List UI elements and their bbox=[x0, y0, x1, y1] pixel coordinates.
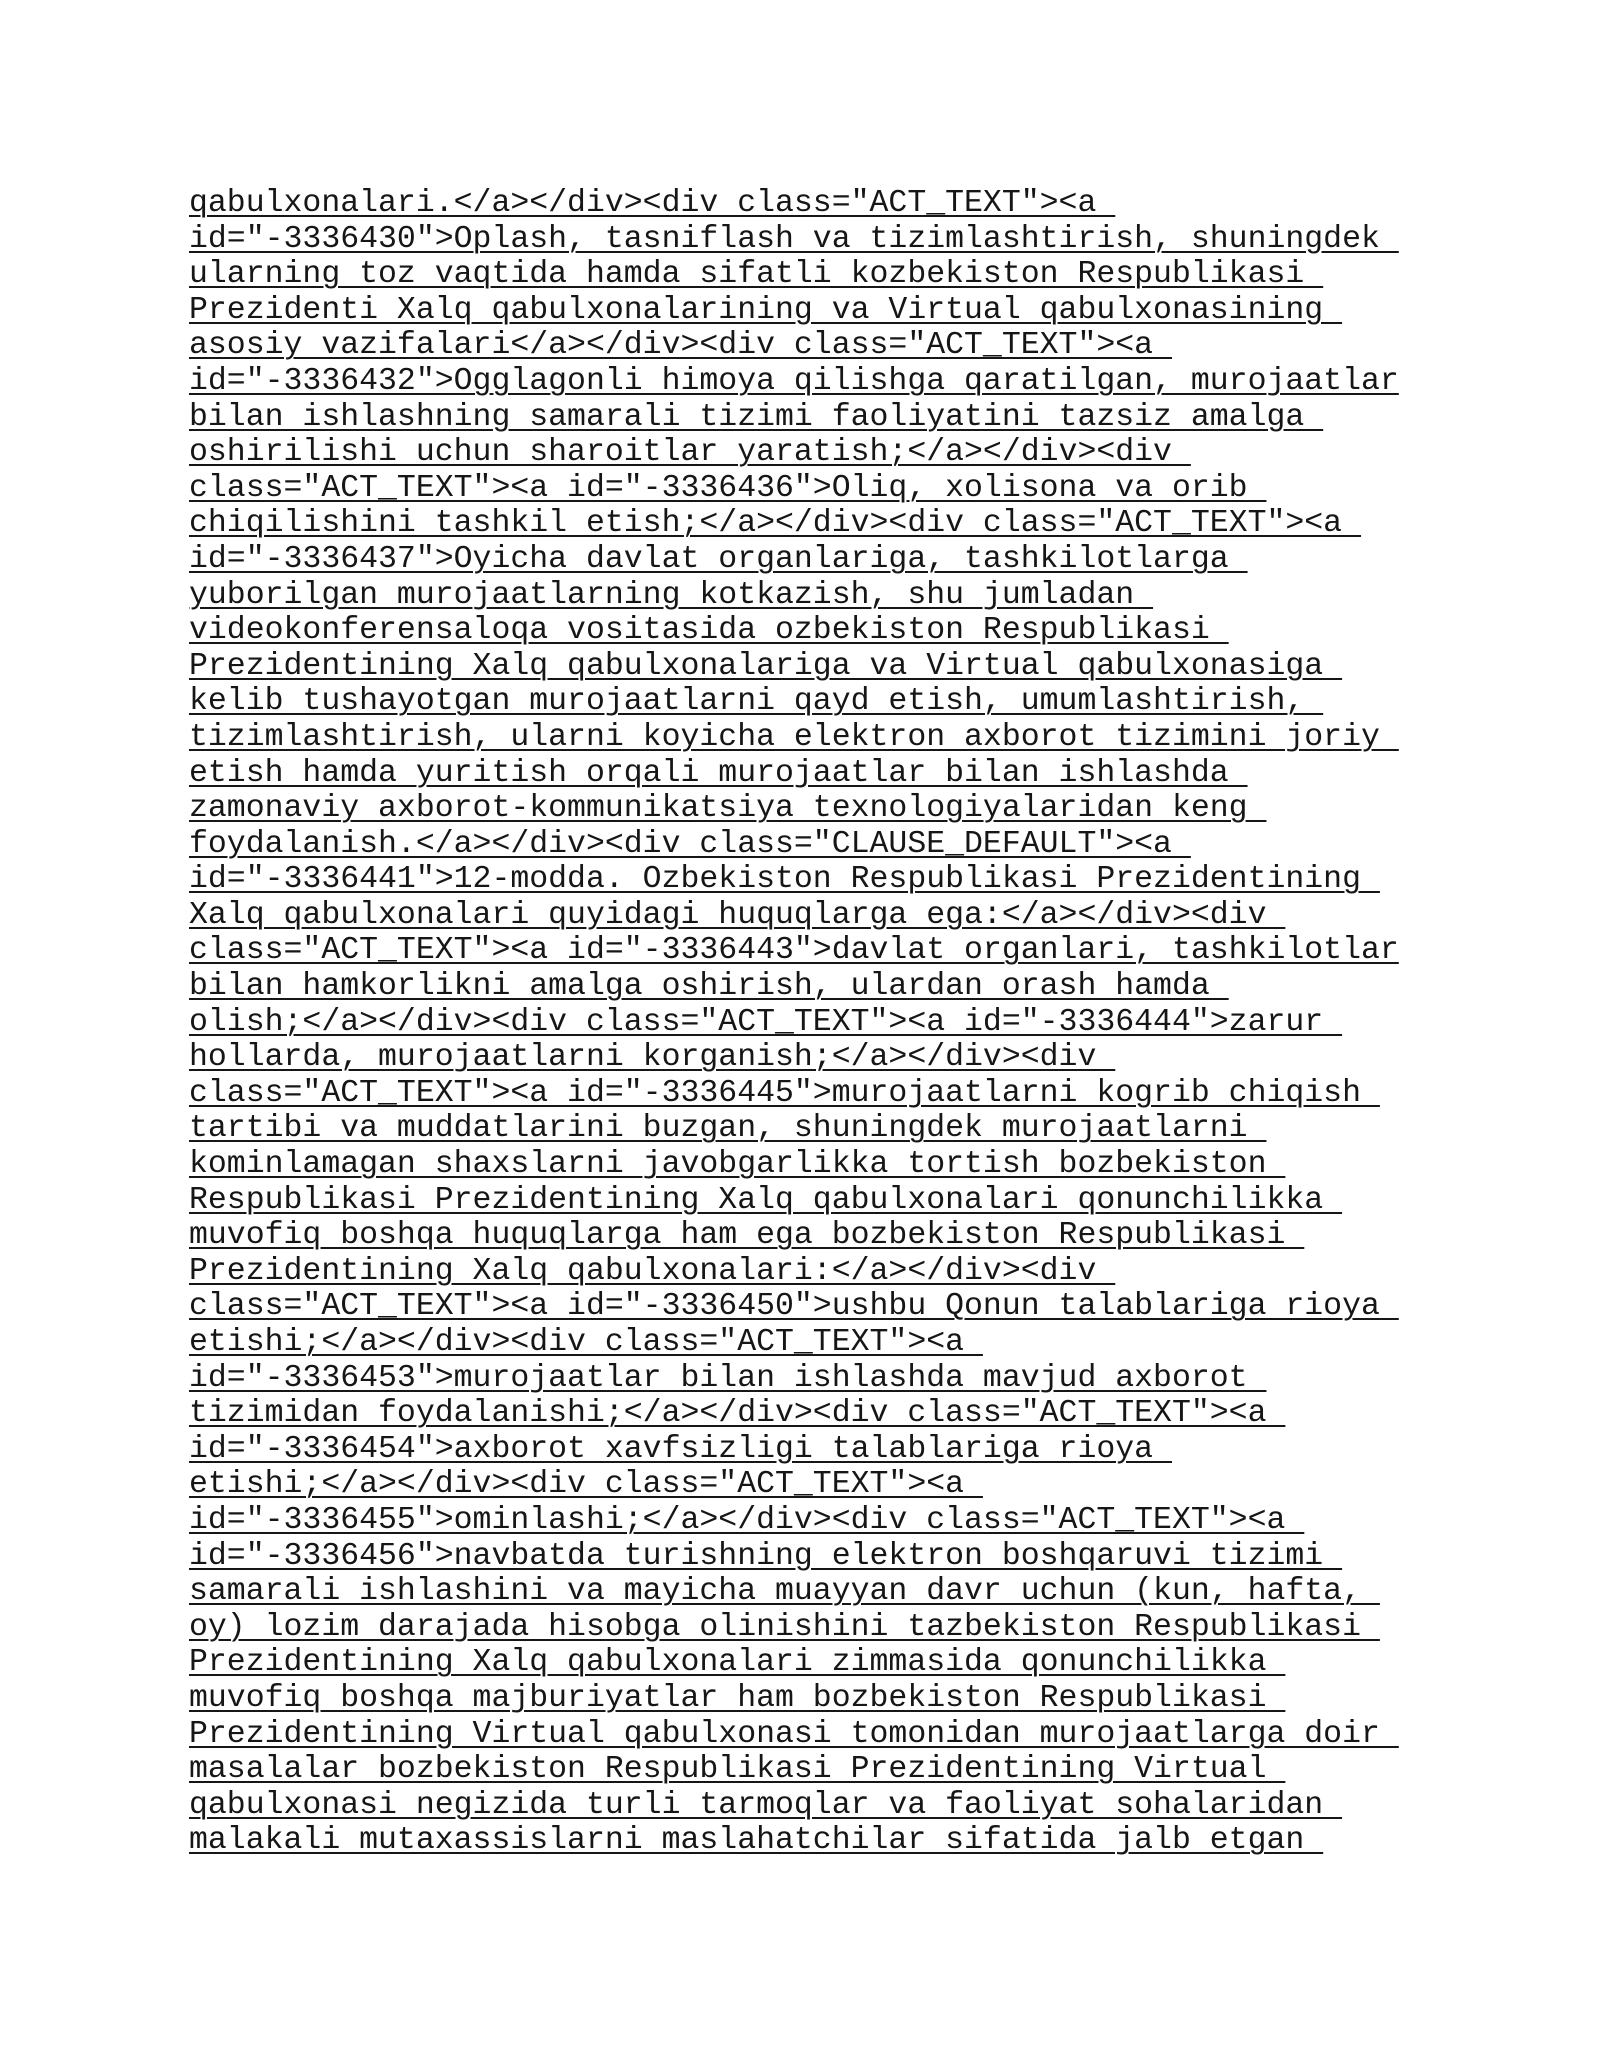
text-line: tizimidan foydalanishi;</a></div><div class="ACT_TEXT"><a bbox=[189, 1396, 1286, 1432]
text-line: class="ACT_TEXT"><a id="-3336445">murojaatlarni kogrib chiqish bbox=[189, 1075, 1380, 1111]
text-line: muvofiq boshqa majburiyatlar ham bozbekiston Respublikasi bbox=[189, 1680, 1286, 1716]
text-line: masalalar bozbekiston Respublikasi Prezidentining Virtual bbox=[189, 1752, 1286, 1788]
text-line: tizimlashtirish, ularni koyicha elektron axborot tizimini joriy bbox=[189, 719, 1399, 755]
text-line: id="-3336430">Oplash, tasniflash va tizimlashtirish, shuningdek bbox=[189, 221, 1399, 257]
text-line: id="-3336456">navbatda turishning elektron boshqaruvi tizimi bbox=[189, 1538, 1343, 1574]
text-line: kelib tushayotgan murojaatlarni qayd etish, umumlashtirish, bbox=[189, 684, 1324, 720]
text-line: Prezidentining Xalq qabulxonalariga va Virtual qabulxonasiga bbox=[189, 648, 1343, 684]
text-line: qabulxonalari.</a></div><div class="ACT_TEXT"><a bbox=[189, 186, 1116, 221]
text-line: asosiy vazifalari</a></div><div class="ACT_TEXT"><a bbox=[189, 328, 1172, 364]
text-line: qabulxonasi negizida turli tarmoqlar va faoliyat sohalaridan bbox=[189, 1787, 1343, 1823]
text-line: Prezidentining Xalq qabulxonalari zimmasida qonunchilikka bbox=[189, 1645, 1286, 1681]
text-line: id="-3336441">12-modda. Ozbekiston Respublikasi Prezidentining bbox=[189, 862, 1380, 898]
text-line: malakali mutaxassislarni maslahatchilar sifatida jalb etgan bbox=[189, 1823, 1324, 1859]
text-line: olish;</a></div><div class="ACT_TEXT"><a id="-3336444">zarur bbox=[189, 1004, 1343, 1040]
text-line: oy) lozim darajada hisobga olinishini tazbekiston Respublikasi bbox=[189, 1609, 1380, 1645]
text-line: id="-3336455">ominlashi;</a></div><div class="ACT_TEXT"><a bbox=[189, 1502, 1305, 1538]
text-line: bilan hamkorlikni amalga oshirish, ulardan orash hamda bbox=[189, 969, 1229, 1005]
text-line: yuborilgan murojaatlarning kotkazish, shu jumladan bbox=[189, 577, 1154, 613]
text-line: id="-3336437">Oyicha davlat organlariga, tashkilotlarga bbox=[189, 541, 1248, 577]
text-line: class="ACT_TEXT"><a id="-3336436">Oliq, xolisona va orib bbox=[189, 470, 1267, 506]
text-line: etishi;</a></div><div class="ACT_TEXT"><a bbox=[189, 1467, 983, 1503]
text-line: etishi;</a></div><div class="ACT_TEXT"><a bbox=[189, 1325, 983, 1360]
text-line: chiqilishini tashkil etish;</a></div><div class="ACT_TEXT"><a bbox=[189, 506, 1361, 542]
text-line: class="ACT_TEXT"><a id="-3336450">ushbu Qonun talablariga rioya bbox=[189, 1289, 1399, 1325]
text-line: bilan ishlashning samarali tizimi faoliyatini tazsiz amalga bbox=[189, 399, 1324, 435]
text-line: Respublikasi Prezidentining Xalq qabulxonalari qonunchilikka bbox=[189, 1182, 1343, 1218]
text-line: etish hamda yuritish orqali murojaatlar bilan ishlashda bbox=[189, 755, 1248, 791]
text-line: Prezidenti Xalq qabulxonalarining va Virtual qabulxonasining bbox=[189, 292, 1343, 328]
text-line: id="-3336454">axborot xavfsizligi talablariga rioya bbox=[189, 1431, 1172, 1467]
text-line: videokonferensaloqa vositasida ozbekiston Respublikasi bbox=[189, 613, 1229, 649]
text-line: id="-3336453">murojaatlar bilan ishlashda mavjud axborot bbox=[189, 1360, 1267, 1396]
text-line: oshirilishi uchun sharoitlar yaratish;</a></div><div bbox=[189, 435, 1191, 471]
document-text-block bbox=[189, 186, 1449, 1859]
text-line: kominlamagan shaxslarni javobgarlikka tortish bozbekiston bbox=[189, 1147, 1286, 1183]
text-line: id="-3336432">Ogglagonli himoya qilishga qaratilgan, murojaatlar bbox=[189, 363, 1399, 399]
text-line: samarali ishlashini va mayicha muayyan davr uchun (kun, hafta, bbox=[189, 1574, 1380, 1610]
text-line: Xalq qabulxonalari quyidagi huquqlarga ega:</a></div><div bbox=[189, 897, 1286, 933]
text-line: foydalanish.</a></div><div class="CLAUSE_DEFAULT"><a bbox=[189, 826, 1191, 862]
text-line: ularning toz vaqtida hamda sifatli kozbekiston Respublikasi bbox=[189, 257, 1324, 293]
text-line: muvofiq boshqa huquqlarga ham ega bozbekiston Respublikasi bbox=[189, 1218, 1305, 1254]
text-line: class="ACT_TEXT"><a id="-3336443">davlat organlari, tashkilotlar bbox=[189, 933, 1399, 969]
text-line: Prezidentining Xalq qabulxonalari:</a></div><div bbox=[189, 1253, 1116, 1289]
text-line: hollarda, murojaatlarni korganish;</a></div><div bbox=[189, 1040, 1116, 1076]
text-line: tartibi va muddatlarini buzgan, shuningdek murojaatlarni bbox=[189, 1111, 1267, 1147]
text-line: zamonaviy axborot-kommunikatsiya texnologiyalaridan keng bbox=[189, 791, 1267, 827]
text-line: Prezidentining Virtual qabulxonasi tomonidan murojaatlarga doir bbox=[189, 1716, 1399, 1752]
